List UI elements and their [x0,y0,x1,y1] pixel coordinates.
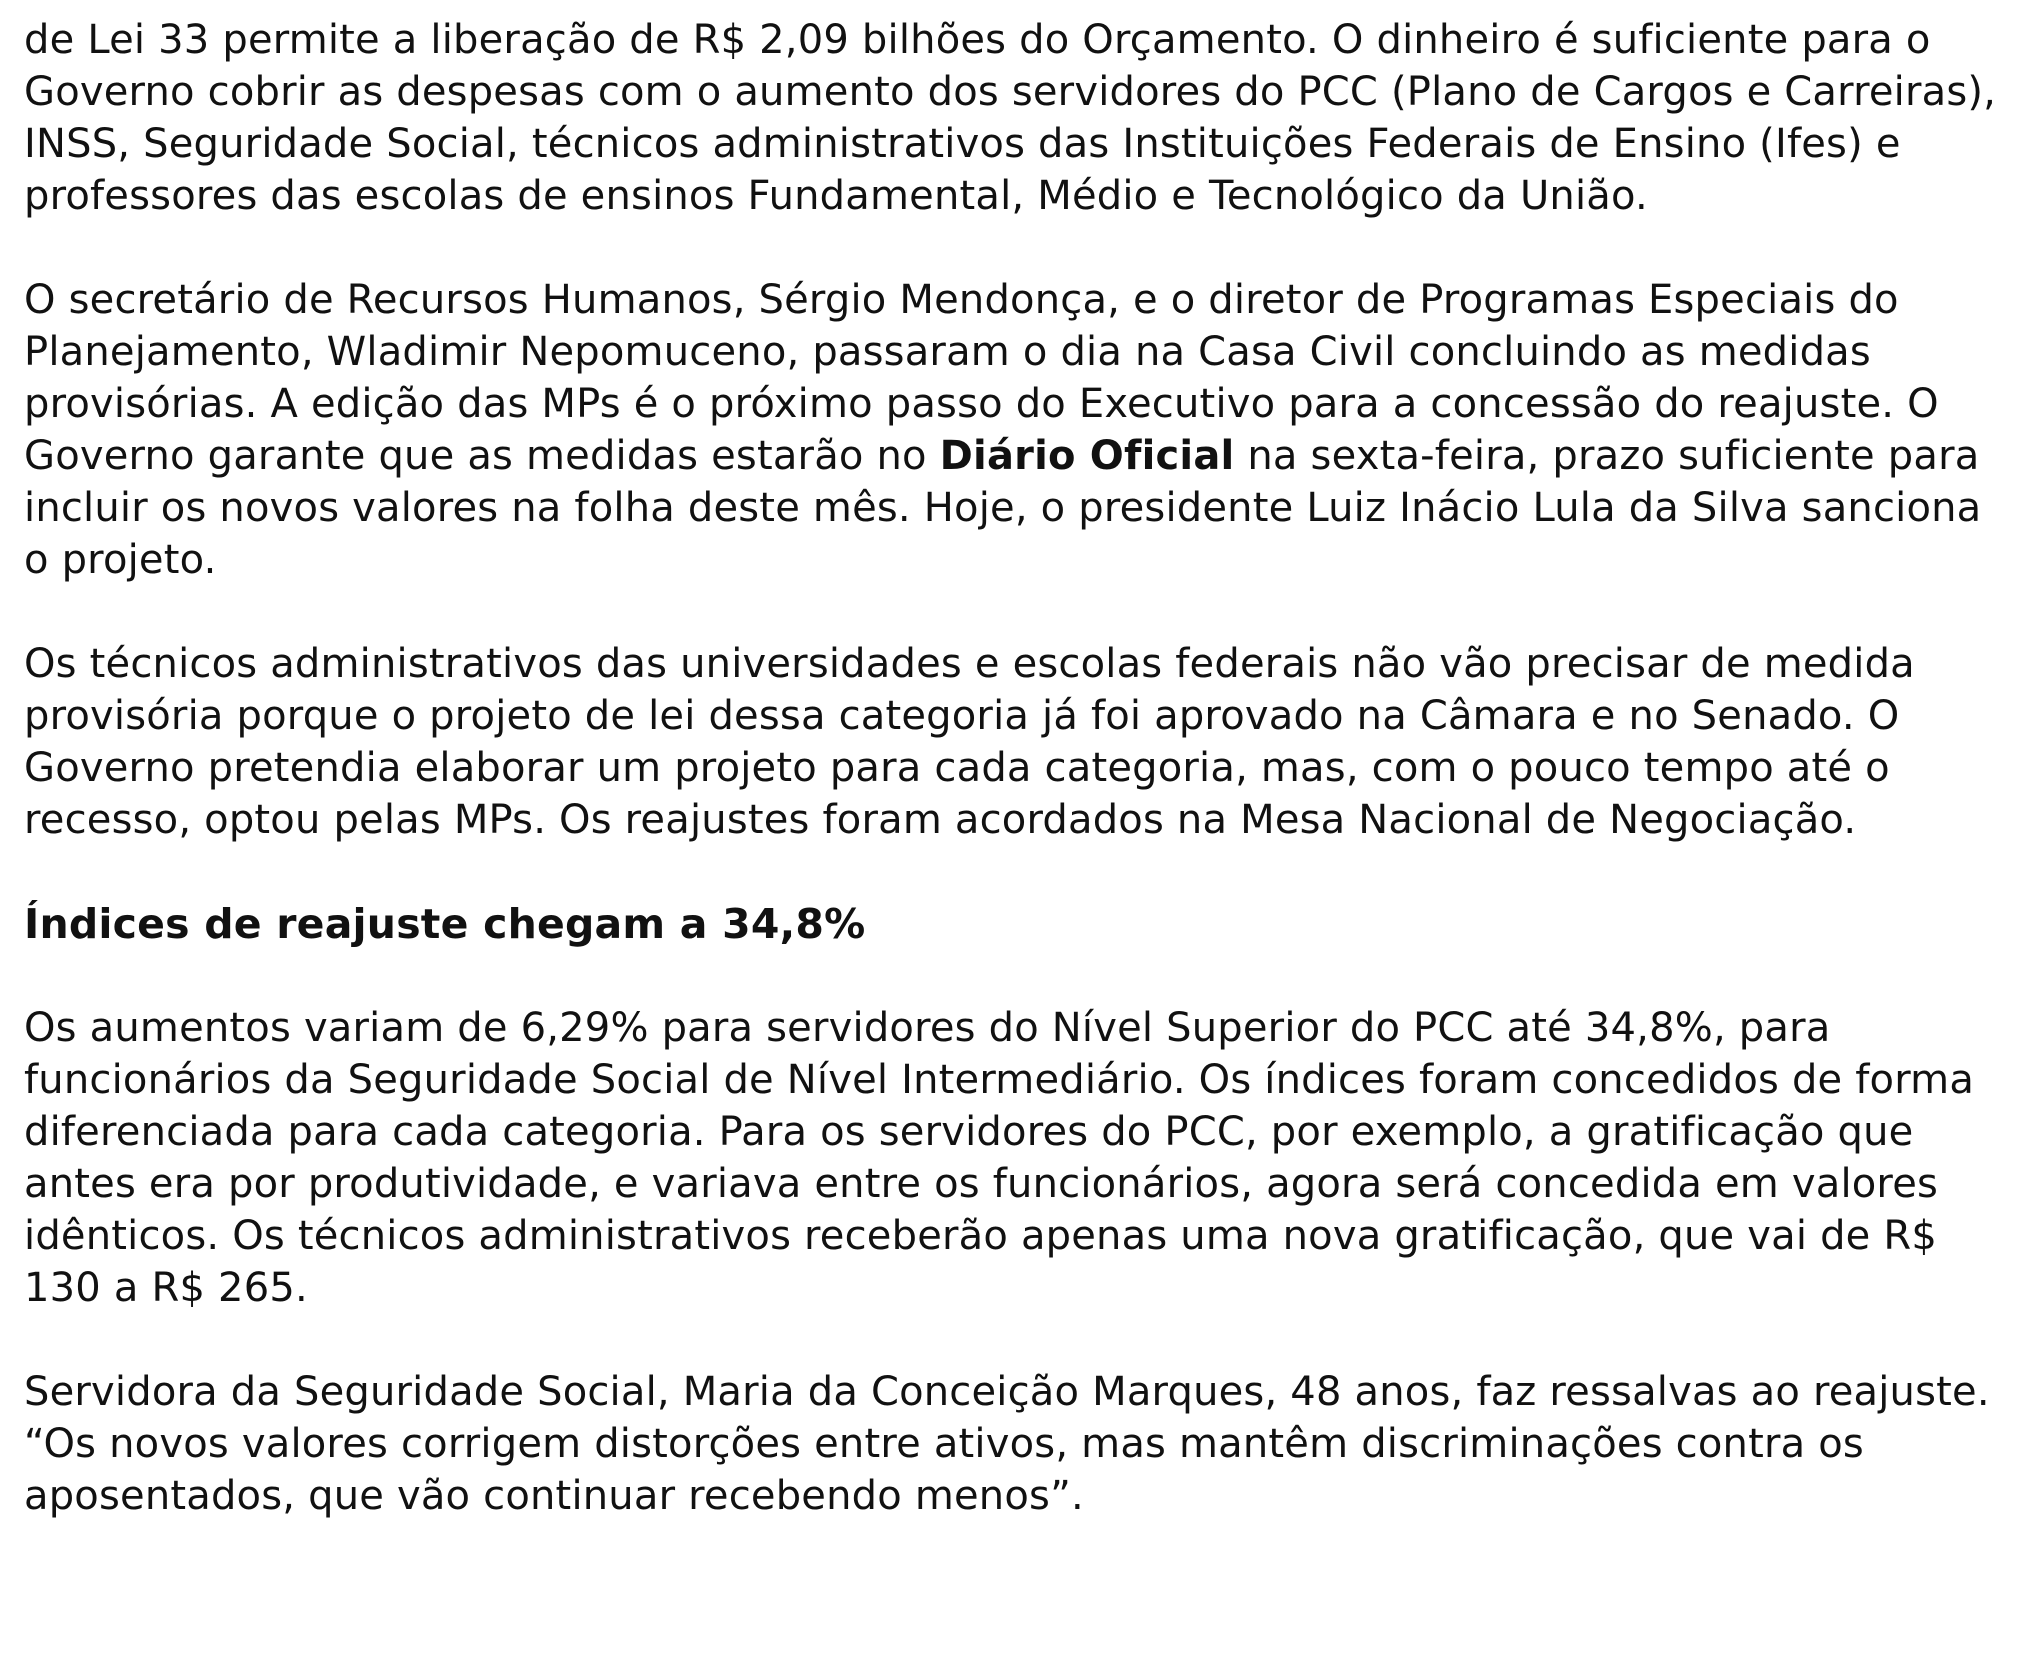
paragraph-aumentos: Os aumentos variam de 6,29% para servidores do Nível Superior do PCC até 34,8%, para funcionários da Seguridade Social de Nível Intermediário. Os índices foram concedidos de forma diferenciada para cada categoria. Para os servidores do PCC, por exemplo, a gratificação que antes era por produtividade, e variava entre os funcionários, agora será concedida em valores idênticos. Os técnicos administrativos receberão apenas uma nova gratificação, que vai de R$ 130 a R$ 265. [24,1005,1975,1311]
section-heading: Índices de reajuste chegam a 34,8% [24,900,866,948]
paragraph-servidora: Servidora da Seguridade Social, Maria da Conceição Marques, 48 anos, faz ressalvas ao reajuste. “Os novos valores corrigem distorções entre ativos, mas mantêm discriminações contra os aposentados, que vão continuar recebendo menos”. [24,1369,1990,1519]
paragraph-text: na sexta-feira, prazo suficiente para incluir os novos valores na folha deste mês. Hoje, o presidente Luiz Inácio Lula da Silva sanciona o projeto. [24,433,1982,583]
document-page [24,14,2014,1522]
paragraph-text: O secretário de Recursos Humanos, Sérgio Mendonça, e o diretor de Programas Especiais do Planejamento, Wladimir Nepomuceno, passaram o dia na Casa Civil concluindo as medidas provisórias. A edição das MPs é o próximo passo do Executivo para a concessão do reajuste. O Governo garante que as medidas estarão no [24,277,1939,479]
paragraph-medidas-provisorias [24,274,2014,586]
bold-term-diario-oficial: Diário Oficial [939,433,1235,479]
paragraph-orcamento: de Lei 33 permite a liberação de R$ 2,09 bilhões do Orçamento. O dinheiro é suficiente para o Governo cobrir as despesas com o aumento dos servidores do PCC (Plano de Cargos e Carreiras), INSS, Seguridade Social, técnicos administrativos das Instituições Federais de Ensino (Ifes) e professores das escolas de ensinos Fundamental, Médio e Tecnológico da União. [24,17,1997,219]
paragraph-tecnicos-administrativos: Os técnicos administrativos das universidades e escolas federais não vão precisar de medida provisória porque o projeto de lei dessa categoria já foi aprovado na Câmara e no Senado. O Governo pretendia elaborar um projeto para cada categoria, mas, com o pouco tempo até o recesso, optou pelas MPs. Os reajustes foram acordados na Mesa Nacional de Negociação. [24,641,1915,843]
